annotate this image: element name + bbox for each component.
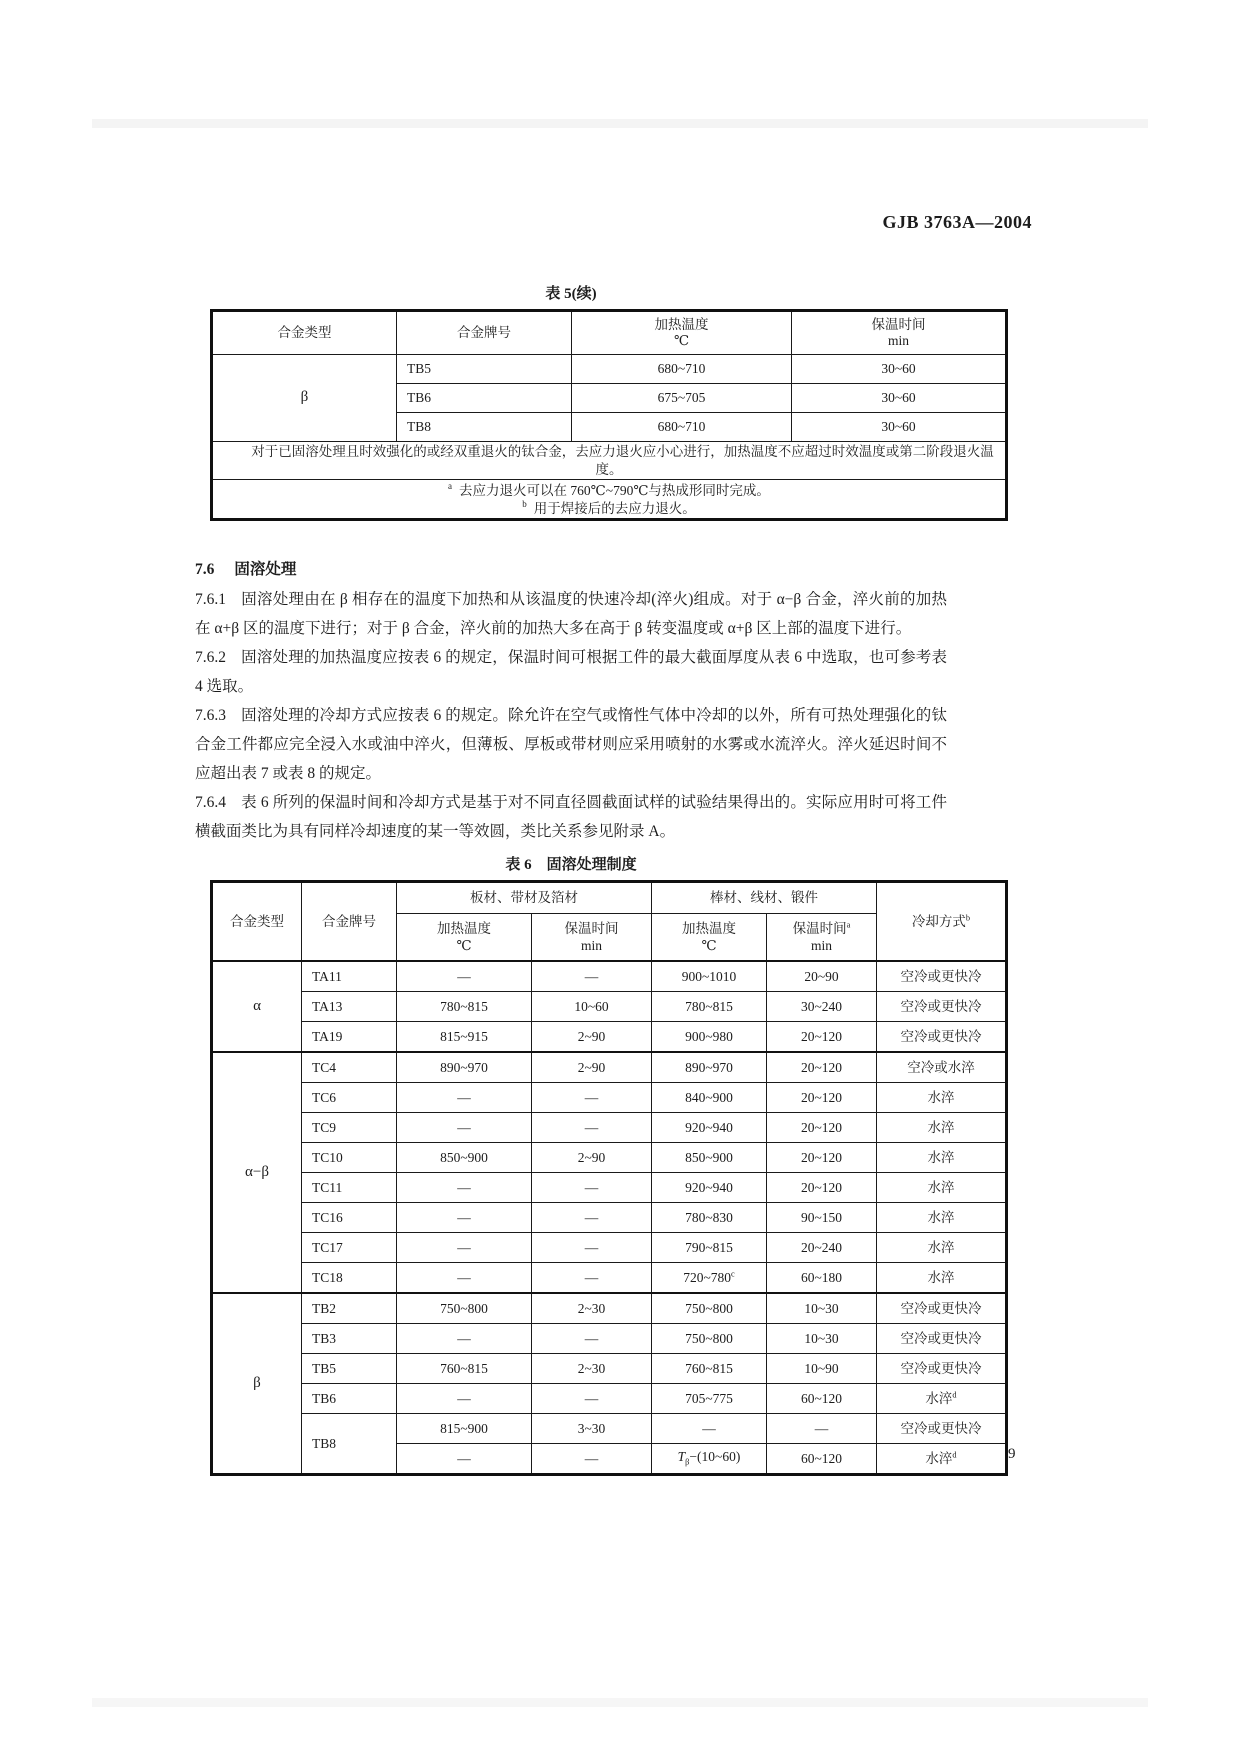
sheet-heating-temp-cell: 780~815 (397, 992, 532, 1022)
clause-text: 表 6 所列的保温时间和冷却方式是基于对不同直径圆截面试样的试验结果得出的。实际应用时可将工件横截面类比为具有同样冷却速度的某一等效圆，类比关系参见附录 A。 (195, 794, 947, 841)
cooling-method-cell: 水淬 (877, 1203, 1007, 1233)
column-unit: min (580, 937, 602, 953)
heating-temp-cell: 675~705 (572, 384, 792, 413)
footnote-b (217, 499, 1001, 517)
alloy-grade-cell: TB8 (397, 413, 572, 442)
sheet-holding-time-cell: — (532, 961, 652, 992)
table6-col-sheet-temp (397, 914, 532, 962)
column-unit: ℃ (673, 333, 690, 349)
bar-holding-time-cell: 10~90 (767, 1354, 877, 1384)
bar-heating-temp-cell: 720~780$^c$ (652, 1263, 767, 1294)
bar-holding-time-cell: 20~120 (767, 1022, 877, 1053)
bar-holding-time-cell: 60~180 (767, 1263, 877, 1294)
table5-header-row (212, 311, 1007, 355)
sheet-holding-time-cell: 2~90 (532, 1052, 652, 1083)
alloy-grade-cell: TC18 (302, 1263, 397, 1294)
clause-text: 固溶处理由在 β 相存在的温度下加热和从该温度的快速冷却(淬火)组成。对于 α−β 合金，淬火前的加热在 α+β 区的温度下进行；对于 β 合金，淬火前的加热大多在高于 β 转变温度或 α+β 区上部的温度下进行。 (195, 591, 947, 638)
sheet-holding-time-cell: — (532, 1263, 652, 1294)
footnote-text: 去应力退火可以在 760℃~790℃与热成形同时完成。 (459, 482, 770, 498)
clause-number: 7.6.4 (195, 794, 226, 812)
holding-time-cell: 30~60 (792, 355, 1007, 384)
cooling-method-cell: 空冷或更快冷 (877, 1022, 1007, 1053)
cooling-method-cell: 空冷或水淬 (877, 1052, 1007, 1083)
heating-temp-cell: 680~710 (572, 413, 792, 442)
table6-row (212, 1203, 1007, 1233)
section-heading (195, 557, 1010, 579)
table5 (210, 309, 1008, 521)
clause-number: 7.6.3 (195, 707, 226, 725)
sheet-holding-time-cell: — (532, 1203, 652, 1233)
cooling-method-cell: 水淬 (877, 1113, 1007, 1143)
table6-header-row-groups (212, 882, 1007, 914)
sheet-heating-temp-cell: — (397, 1384, 532, 1414)
bar-heating-temp-cell: — (652, 1414, 767, 1444)
table6-row (212, 1263, 1007, 1294)
table6-row (212, 1293, 1007, 1324)
cooling-method-cell: 水淬 (877, 1173, 1007, 1203)
bar-holding-time-cell: 20~240 (767, 1233, 877, 1263)
table5-title: 表 5(续) (545, 286, 597, 302)
heating-temp-cell: 680~710 (572, 355, 792, 384)
sheet-heating-temp-cell: 815~915 (397, 1022, 532, 1053)
alloy-grade-cell: TC9 (302, 1113, 397, 1143)
cooling-method-cell: 水淬 (877, 1263, 1007, 1294)
standard-number: GJB 3763A—2004 (882, 212, 1032, 232)
alloy-grade-cell: TC17 (302, 1233, 397, 1263)
cooling-method-cell: 空冷或更快冷 (877, 992, 1007, 1022)
bar-heating-temp-cell: $T_\beta-(10\sim 60)$ (652, 1444, 767, 1475)
sheet-holding-time-cell: 2~90 (532, 1022, 652, 1053)
sheet-holding-time-cell: — (532, 1384, 652, 1414)
table6-row (212, 1143, 1007, 1173)
table6-row (212, 961, 1007, 992)
bar-holding-time-cell: 20~90 (767, 961, 877, 992)
table6-row (212, 1414, 1007, 1444)
section-number: 7.6 (195, 561, 215, 579)
column-label: 加热温度 (654, 316, 709, 332)
page-content (195, 282, 1010, 1476)
bar-heating-temp-cell: 760~815 (652, 1354, 767, 1384)
alloy-type-cell: α (212, 961, 302, 1052)
table6-row (212, 1173, 1007, 1203)
scan-band-bottom (92, 1698, 1148, 1707)
holding-time-cell: 30~60 (792, 413, 1007, 442)
table5-col-time (792, 311, 1007, 355)
sheet-holding-time-cell: 2~90 (532, 1143, 652, 1173)
cooling-method-cell: 空冷或更快冷 (877, 1324, 1007, 1354)
table6-row (212, 1083, 1007, 1113)
bar-holding-time-cell: 10~30 (767, 1293, 877, 1324)
column-unit: min (810, 937, 832, 953)
clause-number: 7.6.2 (195, 649, 226, 667)
sheet-heating-temp-cell: 890~970 (397, 1052, 532, 1083)
bar-heating-temp-cell: 920~940 (652, 1173, 767, 1203)
table6-col-bar-time (767, 914, 877, 962)
paragraph-7-6-3 (195, 701, 947, 788)
alloy-grade-cell: TB6 (302, 1384, 397, 1414)
table6-row (212, 1022, 1007, 1053)
column-label: 保温时间 (871, 316, 926, 332)
table6-row (212, 1324, 1007, 1354)
footnote-marker: b (522, 499, 527, 510)
bar-holding-time-cell: 60~120 (767, 1444, 877, 1475)
clause-text: 固溶处理的加热温度应按表 6 的规定，保温时间可根据工件的最大截面厚度从表 6 中选取，也可参考表 4 选取。 (195, 649, 947, 696)
cooling-method-cell: 空冷或更快冷 (877, 1354, 1007, 1384)
table6-row (212, 1233, 1007, 1263)
paragraph-7-6-1 (195, 585, 947, 643)
alloy-grade-cell: TB5 (397, 355, 572, 384)
table6-col-cooling: 冷却方式$^b$ (877, 882, 1007, 962)
table6-row (212, 992, 1007, 1022)
bar-heating-temp-cell: 890~970 (652, 1052, 767, 1083)
table6-group-bar: 棒材、线材、锻件 (652, 882, 877, 914)
alloy-grade-cell: TC6 (302, 1083, 397, 1113)
column-label: 保温时间$^a$ (792, 920, 851, 936)
sheet-heating-temp-cell: — (397, 1173, 532, 1203)
bar-heating-temp-cell: 750~800 (652, 1293, 767, 1324)
bar-heating-temp-cell: 920~940 (652, 1113, 767, 1143)
column-unit: min (887, 333, 909, 349)
bar-holding-time-cell: 20~120 (767, 1052, 877, 1083)
footnote-text: 用于焊接后的去应力退火。 (533, 500, 696, 516)
scan-band-top (92, 119, 1148, 128)
page-number: 9 (1008, 1446, 1016, 1462)
bar-heating-temp-cell: 900~980 (652, 1022, 767, 1053)
holding-time-cell: 30~60 (792, 384, 1007, 413)
clause-number: 7.6.1 (195, 591, 226, 609)
table5-note: 对于已固溶处理且时效强化的或经双重退火的钛合金，去应力退火应小心进行，加热温度不应超过时效温度或第二阶段退火温度。 (212, 442, 1007, 480)
alloy-type-cell: β (212, 1293, 302, 1475)
sheet-holding-time-cell: — (532, 1083, 652, 1113)
footnote-marker: a (448, 481, 453, 492)
paragraph-7-6-2 (195, 643, 947, 701)
table6-row (212, 1052, 1007, 1083)
column-label: 加热温度 (437, 920, 491, 936)
table6-col-sheet-time (532, 914, 652, 962)
alloy-grade-cell: TA19 (302, 1022, 397, 1053)
sheet-holding-time-cell: 3~30 (532, 1414, 652, 1444)
paragraph-7-6-4 (195, 788, 947, 846)
bar-heating-temp-cell: 780~815 (652, 992, 767, 1022)
alloy-type-cell: α−β (212, 1052, 302, 1293)
alloy-grade-cell: TB2 (302, 1293, 397, 1324)
table6-col-bar-temp (652, 914, 767, 962)
table6-row (212, 1113, 1007, 1143)
alloy-grade-cell: TA11 (302, 961, 397, 992)
sheet-heating-temp-cell: — (397, 1444, 532, 1475)
table5-row (212, 355, 1007, 384)
table5-footnote-row (212, 480, 1007, 520)
cooling-method-cell: 水淬 (877, 1083, 1007, 1113)
section-title: 固溶处理 (234, 561, 297, 579)
table5-col-temp (572, 311, 792, 355)
table6-title: 表 6 固溶处理制度 (505, 857, 637, 874)
sheet-heating-temp-cell: — (397, 1263, 532, 1294)
bar-holding-time-cell: 10~30 (767, 1324, 877, 1354)
sheet-holding-time-cell: 2~30 (532, 1293, 652, 1324)
footnote-a (217, 481, 1001, 499)
sheet-holding-time-cell: — (532, 1173, 652, 1203)
sheet-holding-time-cell: — (532, 1444, 652, 1475)
bar-holding-time-cell: 20~120 (767, 1083, 877, 1113)
table6-col-alloy-type: 合金类型 (212, 882, 302, 962)
table6-row (212, 1354, 1007, 1384)
alloy-grade-cell: TC10 (302, 1143, 397, 1173)
sheet-heating-temp-cell: 815~900 (397, 1414, 532, 1444)
table6-group-sheet: 板材、带材及箔材 (397, 882, 652, 914)
column-unit: ℃ (456, 937, 472, 953)
bar-holding-time-cell: 20~120 (767, 1113, 877, 1143)
sheet-holding-time-cell: 2~30 (532, 1354, 652, 1384)
sheet-heating-temp-cell: — (397, 1324, 532, 1354)
sheet-heating-temp-cell: — (397, 961, 532, 992)
clause-text: 固溶处理的冷却方式应按表 6 的规定。除允许在空气或惰性气体中冷却的以外，所有可热处理强化的钛合金工件都应完全浸入水或油中淬火，但薄板、厚板或带材则应采用喷射的水雾或水流淬火。淬火延迟时间不应超出表 7 或表 8 的规定。 (195, 707, 947, 783)
table6 (210, 880, 1008, 1476)
sheet-heating-temp-cell: — (397, 1203, 532, 1233)
sheet-holding-time-cell: 10~60 (532, 992, 652, 1022)
table5-note-row (212, 442, 1007, 480)
sheet-holding-time-cell: — (532, 1324, 652, 1354)
sheet-holding-time-cell: — (532, 1233, 652, 1263)
cooling-method-cell: 水淬 (877, 1143, 1007, 1173)
alloy-grade-cell: TC4 (302, 1052, 397, 1083)
alloy-grade-cell: TC16 (302, 1203, 397, 1233)
bar-heating-temp-cell: 750~800 (652, 1324, 767, 1354)
bar-holding-time-cell: — (767, 1414, 877, 1444)
bar-heating-temp-cell: 790~815 (652, 1233, 767, 1263)
sheet-heating-temp-cell: — (397, 1113, 532, 1143)
bar-holding-time-cell: 90~150 (767, 1203, 877, 1233)
bar-heating-temp-cell: 850~900 (652, 1143, 767, 1173)
alloy-grade-cell: TB6 (397, 384, 572, 413)
bar-heating-temp-cell: 900~1010 (652, 961, 767, 992)
cooling-method-cell: 水淬$^d$ (877, 1444, 1007, 1475)
table5-col-grade: 合金牌号 (397, 311, 572, 355)
alloy-grade-cell: TB8 (302, 1414, 397, 1475)
alloy-grade-cell: TB5 (302, 1354, 397, 1384)
alloy-type-cell: β (212, 355, 397, 442)
table5-footnotes (212, 480, 1007, 520)
cooling-method-cell: 水淬$^d$ (877, 1384, 1007, 1414)
sheet-heating-temp-cell: — (397, 1083, 532, 1113)
column-label: 加热温度 (682, 920, 736, 936)
sheet-heating-temp-cell: 750~800 (397, 1293, 532, 1324)
bar-holding-time-cell: 60~120 (767, 1384, 877, 1414)
column-unit: ℃ (701, 937, 717, 953)
table5-col-alloy-type: 合金类型 (212, 311, 397, 355)
bar-holding-time-cell: 20~120 (767, 1143, 877, 1173)
bar-heating-temp-cell: 780~830 (652, 1203, 767, 1233)
cooling-method-cell: 水淬 (877, 1233, 1007, 1263)
table6-row (212, 1384, 1007, 1414)
bar-holding-time-cell: 30~240 (767, 992, 877, 1022)
sheet-holding-time-cell: — (532, 1113, 652, 1143)
sheet-heating-temp-cell: — (397, 1233, 532, 1263)
sheet-heating-temp-cell: 760~815 (397, 1354, 532, 1384)
sheet-heating-temp-cell: 850~900 (397, 1143, 532, 1173)
column-label: 保温时间 (564, 920, 619, 936)
table6-col-grade: 合金牌号 (302, 882, 397, 962)
cooling-method-cell: 空冷或更快冷 (877, 961, 1007, 992)
bar-heating-temp-cell: 705~775 (652, 1384, 767, 1414)
cooling-method-cell: 空冷或更快冷 (877, 1414, 1007, 1444)
bar-holding-time-cell: 20~120 (767, 1173, 877, 1203)
bar-heating-temp-cell: 840~900 (652, 1083, 767, 1113)
cooling-method-cell: 空冷或更快冷 (877, 1293, 1007, 1324)
alloy-grade-cell: TA13 (302, 992, 397, 1022)
alloy-grade-cell: TB3 (302, 1324, 397, 1354)
alloy-grade-cell: TC11 (302, 1173, 397, 1203)
